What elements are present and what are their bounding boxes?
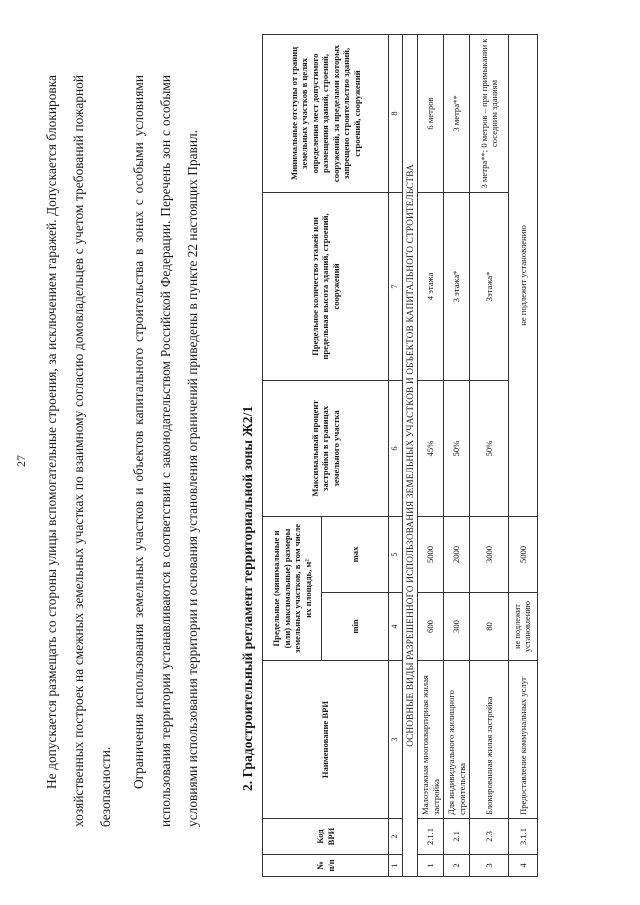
cell-name: Малоэтажная многоквартирная жилая застройка	[418, 661, 444, 819]
cell-setback: 6 метров	[418, 34, 444, 192]
section-row	[402, 34, 418, 876]
cell-name: Предоставление коммунальных услуг	[509, 661, 538, 819]
table-row	[444, 34, 470, 876]
section-title: 2. Градостроительный регламент территориальной зоны Ж2/1	[240, 405, 255, 791]
cell-min: не подлежит установлению	[509, 593, 538, 661]
header-name: Наименование ВРИ	[263, 661, 389, 819]
cell-floors: 3этажа*	[470, 192, 509, 380]
col-number: 7	[389, 192, 403, 380]
column-number-row	[389, 34, 403, 876]
table-row	[509, 34, 538, 876]
cell-floors: 4 этажа	[418, 192, 444, 380]
col-number: 3	[389, 661, 403, 819]
table-row	[470, 34, 509, 876]
header-max: max	[322, 516, 389, 592]
cell-num: 4	[509, 855, 538, 877]
cell-floors: 3 этажа*	[444, 192, 470, 380]
paragraph-garages: Не допускается размещать со стороны улицы вспомогательные строения, за исключением гаражей. Допускается блокировка хозяйственных построек на смежных земельных участках по взаимному согласию домовладельцев с учетом требований пожарной безопасности.	[44, 75, 113, 827]
col-number: 5	[389, 516, 403, 592]
cell-code: 3.1.1	[509, 819, 538, 855]
cell-min: 80	[470, 593, 509, 661]
header-row	[263, 34, 322, 876]
cell-merged-rest: не подлежит установлению	[509, 34, 538, 516]
header-size-group: Предельные (минимальные и (или) максимальные) размеры земельных участков, в том числе их площадь, м²	[263, 516, 322, 660]
cell-name: Для индивидуального жилищного строительства	[444, 661, 470, 819]
cell-name: Блокированная жилая застройка	[470, 661, 509, 819]
cell-min: 600	[418, 593, 444, 661]
cell-min: 300	[444, 593, 470, 661]
cell-max: 5000	[509, 516, 538, 592]
col-number: 1	[389, 855, 403, 877]
cell-setback: 3 метра**; 0 метров – при примыкании к соседним зданиям	[470, 34, 509, 192]
header-min: min	[322, 593, 389, 661]
col-number: 2	[389, 819, 403, 855]
cell-code: 2.1	[444, 819, 470, 855]
cell-percent: 50%	[444, 380, 470, 516]
cell-percent: 45%	[418, 380, 444, 516]
cell-code: 2.3	[470, 819, 509, 855]
cell-max: 5000	[418, 516, 444, 592]
col-number: 8	[389, 34, 403, 192]
table-row	[418, 34, 444, 876]
cell-code: 2.1.1	[418, 819, 444, 855]
header-floors: Предельное количество этажей или предельная высота зданий, строений, сооружений	[263, 192, 389, 380]
cell-num: 3	[470, 855, 509, 877]
cell-setback: 3 метра**	[444, 34, 470, 192]
page-number: 27	[14, 455, 28, 467]
paragraph-restrictions: Ограничения использования земельных участков и объектов капитального строительства в зонах с особыми условиями использования территории устанавливаются в соответствии с законодательством Российской Федерации. Перечень зон с особыми условиями использования территории и основания установления ограничений приведены в пункте 22 настоящих Правил.	[131, 75, 200, 827]
cell-max: 3000	[470, 516, 509, 592]
header-percent: Максимальный процент застройки в границах земельного участка	[263, 380, 389, 516]
col-number: 6	[389, 380, 403, 516]
regulation-table	[262, 34, 538, 877]
header-setback: Минимальные отступы от границ земельных участков в целях определения мест допустимого размещения зданий, строений, сооружений, за пределами которых запрещено строительство зданий, строений, сооружений	[263, 34, 389, 192]
header-code: Код ВРИ	[263, 819, 389, 855]
col-number: 4	[389, 593, 403, 661]
section-row-label: ОСНОВНЫЕ ВИДЫ РАЗРЕШЕННОГО ИСПОЛЬЗОВАНИЯ ЗЕМЕЛЬНЫХ УЧАСТКОВ И ОБЪЕКТОВ КАПИТАЛЬНОГО СТРОИТЕЛЬСТВА	[402, 34, 418, 876]
cell-num: 1	[418, 855, 444, 877]
cell-num: 2	[444, 855, 470, 877]
cell-percent: 50%	[470, 380, 509, 516]
cell-max: 2000	[444, 516, 470, 592]
header-num: № п/п	[263, 855, 389, 877]
